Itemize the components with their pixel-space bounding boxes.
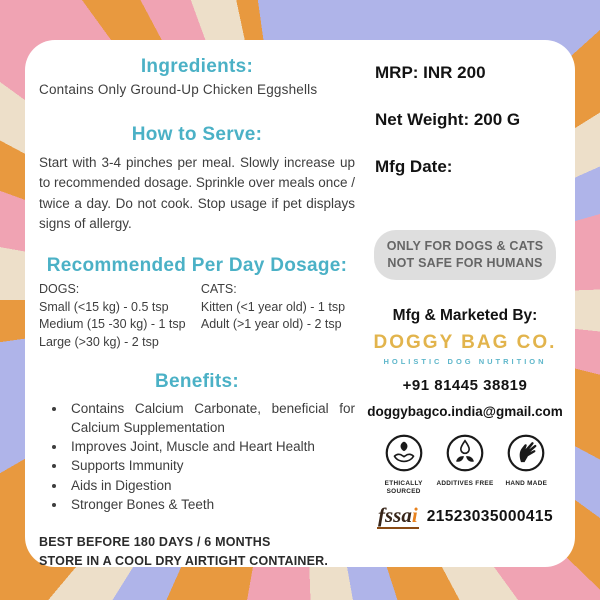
storage-instructions <box>39 533 355 572</box>
dosage-row: Kitten (<1 year old) - 1 tsp <box>200 299 346 314</box>
best-before-text: BEST BEFORE 180 DAYS / 6 MONTHS <box>39 534 271 549</box>
dosage-row: Large (>30 kg) - 2 tsp <box>39 334 159 349</box>
product-label-card <box>25 40 575 567</box>
brand-logo-text: DOGGY BAG CO. <box>373 331 557 353</box>
ingredients-heading: Ingredients: <box>140 56 254 77</box>
warning-badge <box>374 230 556 280</box>
label-right-column <box>363 40 575 567</box>
label-left-column <box>25 40 363 567</box>
benefit-item: • Stronger Bones & Teeth <box>67 495 355 514</box>
fssai-logo-dark: fssa <box>378 503 412 528</box>
warning-line2: NOT SAFE FOR HUMANS <box>387 255 543 270</box>
badge-label: ETHICALLY SOURCED <box>384 479 423 496</box>
dosage-cats-label: CATS: <box>200 282 237 296</box>
phone-number: +91 81445 38819 <box>402 376 528 394</box>
fssai-license-row <box>365 505 565 529</box>
fssai-logo <box>377 505 419 529</box>
dosage-table <box>39 281 355 351</box>
how-to-serve-heading: How to Serve: <box>131 124 263 145</box>
benefit-item: • Contains Calcium Carbonate, beneficial for Calcium Supplementation <box>67 399 355 437</box>
dosage-dogs-column <box>39 281 201 351</box>
email-address: doggybagco.india@gmail.com <box>367 403 563 419</box>
brand-tagline: HOLISTIC DOG NUTRITION <box>383 356 547 366</box>
badge-label: ADDITIVES FREE <box>436 479 494 487</box>
net-weight-text: Net Weight: 200 G <box>375 110 521 129</box>
dosage-dogs-label: DOGS: <box>39 282 80 296</box>
dosage-row: Adult (>1 year old) - 2 tsp <box>200 317 342 331</box>
badge-label: HAND MADE <box>505 479 548 487</box>
ingredients-text: Contains Only Ground-Up Chicken Eggshells <box>39 82 318 97</box>
badge-hand-made <box>496 433 557 497</box>
fssai-license-number: 21523035000415 <box>426 508 553 526</box>
dosage-heading: Recommended Per Day Dosage: <box>46 255 348 276</box>
certification-badges <box>365 433 565 497</box>
marketed-by-heading: Mfg & Marketed By: <box>392 306 538 324</box>
dosage-row: Small (<15 kg) - 0.5 tsp <box>39 299 169 314</box>
dosage-row: Medium (15 -30 kg) - 1 tsp <box>39 317 186 331</box>
hand-icon <box>506 433 546 478</box>
mfg-date-text: Mfg Date: <box>375 157 453 176</box>
warning-line1: ONLY FOR DOGS & CATS <box>386 239 544 253</box>
store-text: STORE IN A COOL DRY AIRTIGHT CONTAINER. <box>39 554 329 569</box>
benefit-item: • Improves Joint, Muscle and Heart Health <box>67 437 355 456</box>
hands-holding-leaf-icon <box>384 433 424 478</box>
benefits-list <box>49 399 355 514</box>
mrp-text: MRP: INR 200 <box>375 63 486 82</box>
dosage-cats-column <box>201 281 355 351</box>
benefits-heading: Benefits: <box>155 371 239 392</box>
badge-ethically-sourced <box>373 433 434 497</box>
fssai-logo-i: i <box>411 503 418 528</box>
benefit-item: • Supports Immunity <box>67 456 355 475</box>
badge-additives-free <box>434 433 495 497</box>
benefit-item: • Aids in Digestion <box>67 476 355 495</box>
how-to-serve-text: Start with 3-4 pinches per meal. Slowly increase up to recommended dosage. Sprinkle over meals once / twice a day. Do not cook. Stop usage if pet displays signs of allergy. <box>39 155 355 231</box>
drop-leaves-icon <box>445 433 485 478</box>
